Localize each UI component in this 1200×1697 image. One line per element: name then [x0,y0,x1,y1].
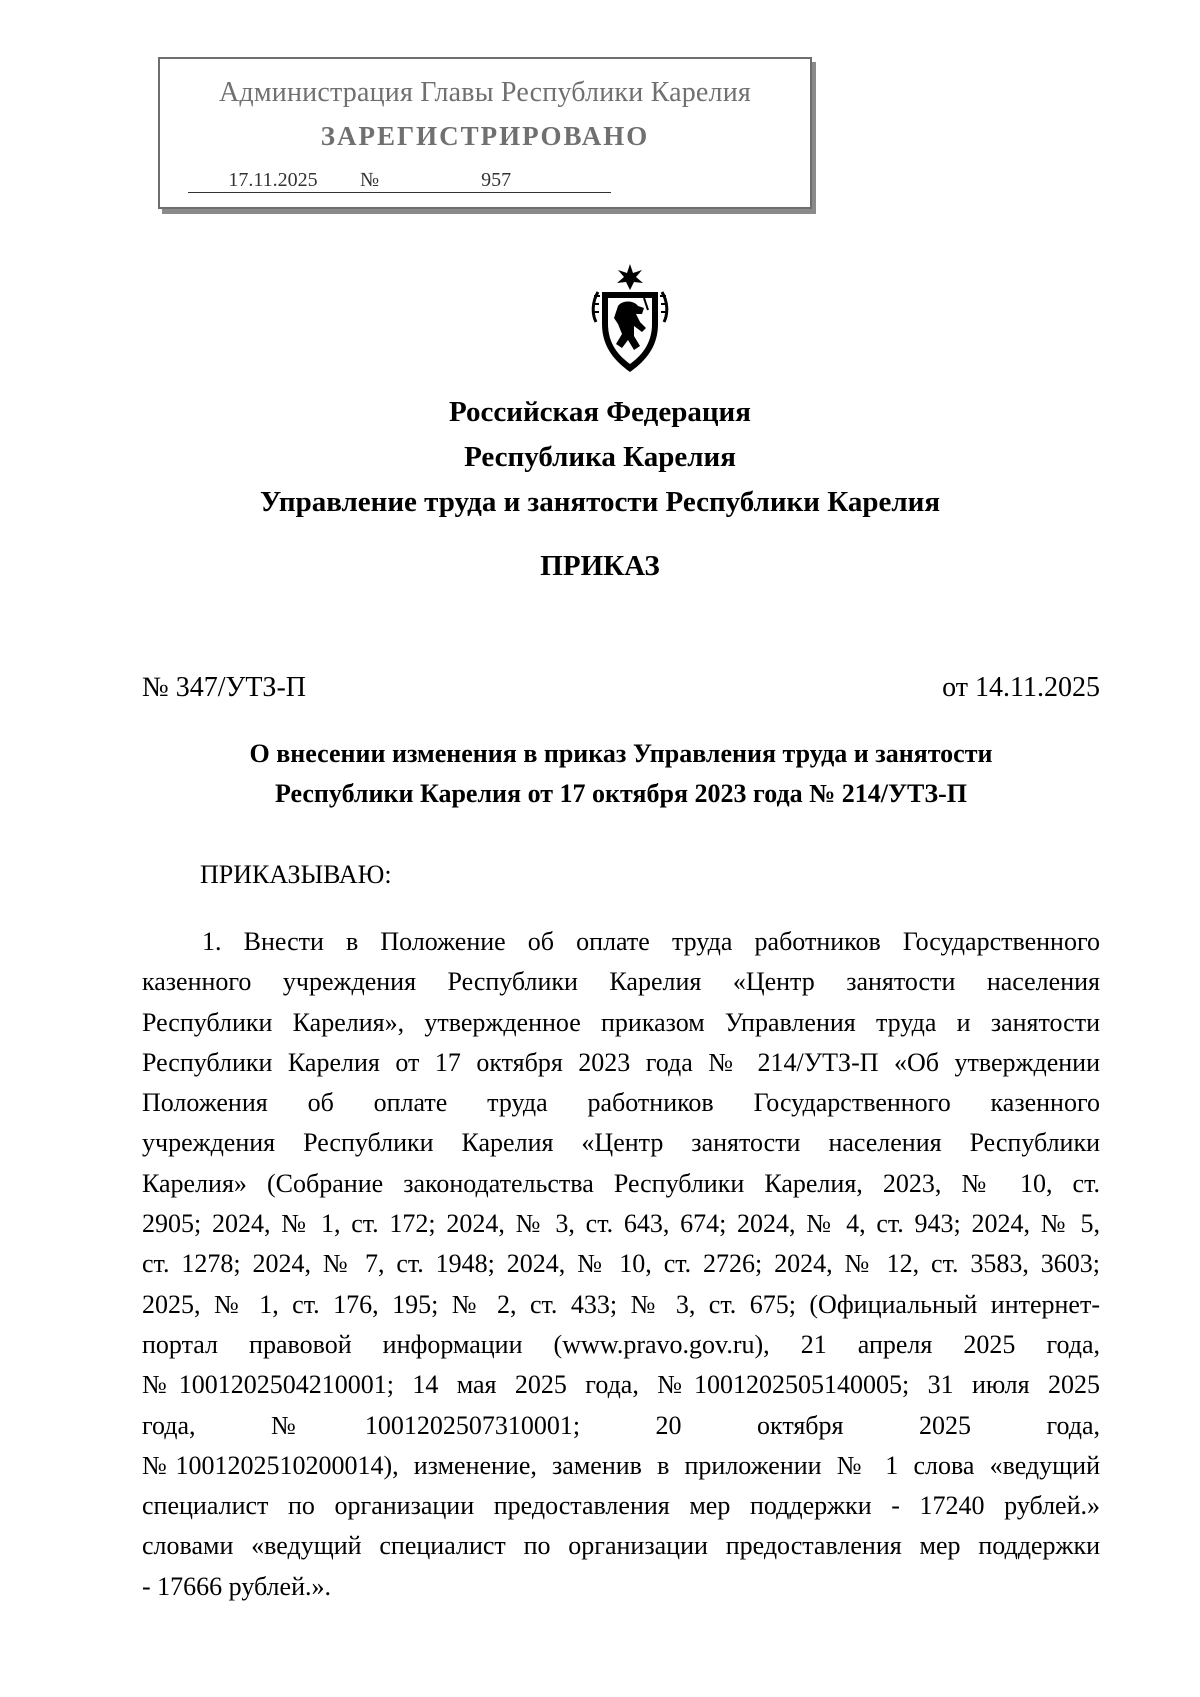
body-line: специалист по организации предоставления мер поддержки - 17240 рублей.» [142,1491,1100,1521]
body-line: казенного учреждения Республики Карелия «Центр занятости населения [142,967,1100,997]
directive-heading: ПРИКАЗЫВАЮ: [200,860,392,889]
stamp-registered: ЗАРЕГИСТРИРОВАНО [320,121,650,151]
stamp-registration-details [188,169,611,193]
body-line: Республики Карелия от 17 октября 2023 года № 214/УТЗ-П «Об утверждении [142,1047,1100,1077]
registration-stamp [158,57,812,209]
body-line: словами «ведущий специалист по организации предоставления мер поддержки [142,1531,1100,1561]
subject-line-1: О внесении изменения в приказ Управления труда и занятости [249,739,993,768]
body-line: Положения об оплате труда работников Государственного казенного [142,1088,1100,1118]
karelia-coat-of-arms-icon [588,262,672,378]
body-line: 1. Внести в Положение об оплате труда работников Государственного [202,927,1100,956]
header-region: Республика Карелия [464,441,736,473]
body-line: ст. 1278; 2024, № 7, ст. 1948; 2024, № 10, ст. 2726; 2024, № 12, ст. 3583, 3603; [142,1249,1100,1279]
body-line: портал правовой информации (www.pravo.gov.ru), 21 апреля 2025 года, [142,1329,1100,1359]
stamp-authority: Администрация Главы Республики Карелия [219,77,751,108]
body-line: №1001202504210001; 14 мая 2025 года, №1001202505140005; 31 июля 2025 [142,1370,1100,1400]
order-body-paragraph [142,922,1100,1607]
body-line: учреждения Республики Карелия «Центр занятости населения Республики [142,1128,1100,1158]
order-number: № 347/УТЗ-П [142,672,306,703]
header-country: Российская Федерация [449,396,751,428]
stamp-number: 957 [381,169,611,193]
subject-line-2: Республики Карелия от 17 октября 2023 года № 214/УТЗ-П [275,779,967,808]
body-line: №1001202510200014), изменение, заменив в приложении № 1 слова «ведущий [142,1450,1100,1480]
body-line: Республики Карелия», утвержденное приказом Управления труда и занятости [142,1007,1100,1037]
body-line: 2905; 2024, № 1, ст. 172; 2024, № 3, ст. 643, 674; 2024, № 4, ст. 943; 2024, № 5, [142,1209,1100,1239]
body-line: Карелия» (Собрание законодательства Республики Карелия, 2023, № 10, ст. [142,1168,1100,1198]
body-line: года, №1001202507310001; 20 октября 2025 года, [142,1410,1100,1440]
stamp-date: 17.11.2025 [188,169,358,193]
document-type: ПРИКАЗ [540,550,660,582]
body-line: - 17666 рублей.». [142,1571,331,1601]
body-line: 2025, № 1, ст. 176, 195; № 2, ст. 433; № 3, ст. 675; (Официальный интернет- [142,1289,1100,1319]
order-date: от 14.11.2025 [942,672,1100,703]
header-authority: Управление труда и занятости Республики Карелия [259,486,941,518]
order-subject [142,734,1100,814]
stamp-number-sign: № [360,169,380,191]
